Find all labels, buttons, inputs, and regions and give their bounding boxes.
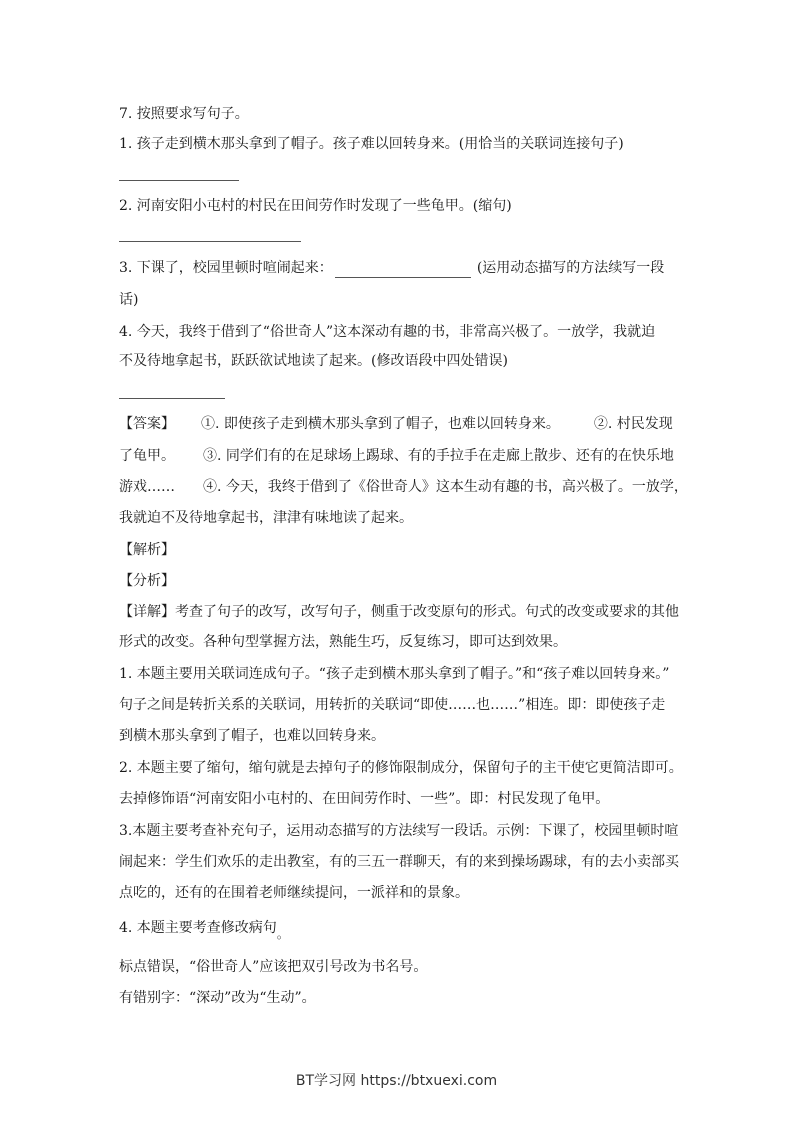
explanation-3-line-2: 闹起来：学生们欢乐的走出教室，有的三五一群聊天，有的来到操场踢球，有的去小卖部买 bbox=[119, 854, 679, 870]
answer-blank-4 bbox=[119, 398, 225, 399]
explanation-4-mark: 。 bbox=[276, 927, 289, 941]
question-3-suffix: (运用动态描写的方法续写一段 bbox=[476, 260, 665, 276]
explanation-4-line-2: 标点错误，“俗世奇人”应该把双引号改为书名号。 bbox=[119, 959, 428, 975]
question-4-line-2: 不及待地拿起书，跃跃欲试地读了起来。(修改语段中四处错误) bbox=[119, 353, 508, 369]
answer-4: ④. 今天，我终于借到了《俗世奇人》这本生动有趣的书，高兴极了。一放学， bbox=[203, 479, 688, 495]
answer-blank-3 bbox=[335, 263, 471, 278]
question-1: 1. 孩子走到横木那头拿到了帽子。孩子难以回转身来。(用恰当的关联词连接句子) bbox=[119, 136, 624, 152]
explanation-4-text: 4. 本题主要考查修改病句 bbox=[119, 920, 277, 936]
answer-blank-2 bbox=[119, 241, 301, 242]
explanation-4-line-1 bbox=[119, 918, 289, 941]
answer-blank-1 bbox=[119, 180, 239, 181]
explanation-1-line-1: 1. 本题主要用关联词连成句子。“孩子走到横木那头拿到了帽子。”和“孩子难以回转身来。” bbox=[119, 666, 670, 682]
explanation-2-line-1: 2. 本题主要了缩句，缩句就是去掉句子的修饰限制成分，保留句子的主干使它更简洁即可。 bbox=[119, 760, 683, 776]
question-3-prefix: 3. 下课了，校园里顿时喧闹起来： bbox=[119, 260, 333, 276]
detail-line-2: 形式的改变。各种句型掌握方法，熟能生巧，反复练习，即可达到效果。 bbox=[119, 634, 567, 650]
question-heading: 7. 按照要求写句子。 bbox=[119, 106, 249, 122]
explanation-2-line-2: 去掉修饰语“河南安阳小屯村的、在田间劳作时、一些”。即：村民发现了龟甲。 bbox=[119, 791, 610, 807]
answer-2-start: ②. 村民发现 bbox=[593, 416, 673, 432]
answer-line-1 bbox=[119, 414, 673, 434]
jiexi-label: 【解析】 bbox=[119, 542, 175, 558]
question-3 bbox=[119, 258, 664, 278]
answer-line-2 bbox=[119, 446, 674, 466]
explanation-1-line-2: 句子之间是转折关系的关联词，用转折的关联词“即使……也……”相连。即：即使孩子走 bbox=[119, 697, 666, 713]
answer-line-3 bbox=[119, 477, 688, 497]
question-2: 2. 河南安阳小屯村的村民在田间劳作时发现了一些龟甲。(缩句) bbox=[119, 198, 512, 214]
fenxi-label: 【分析】 bbox=[119, 573, 175, 589]
explanation-1-line-3: 到横木那头拿到了帽子，也难以回转身来。 bbox=[119, 728, 385, 744]
answer-3-end: 游戏…… bbox=[119, 479, 175, 495]
answer-label: 【答案】 bbox=[119, 416, 175, 432]
question-4-line-1: 4. 今天，我终于借到了“俗世奇人”这本深动有趣的书，非常高兴极了。一放学，我就迫 bbox=[119, 324, 656, 340]
answer-2-end: 了龟甲。 bbox=[119, 448, 175, 464]
answer-line-4: 我就迫不及待地拿起书，津津有味地读了起来。 bbox=[119, 510, 413, 526]
answer-1: ①. 即使孩子走到横木那头拿到了帽子，也难以回转身来。 bbox=[201, 416, 560, 432]
answer-3: ③. 同学们有的在足球场上踢球、有的手拉手在走廊上散步、还有的在快乐地 bbox=[203, 448, 674, 464]
site-footer: BT学习网 https://btxuexi.com bbox=[295, 1073, 498, 1089]
explanation-3-line-1: 3.本题主要考查补充句子，运用动态描写的方法续写一段话。示例：下课了，校园里顿时喧 bbox=[119, 823, 679, 839]
explanation-3-line-3: 点吃的，还有的在围着老师继续提问，一派祥和的景象。 bbox=[119, 885, 469, 901]
explanation-4-line-3: 有错别字：“深动”改为“生动”。 bbox=[119, 990, 316, 1006]
question-3-continued: 话) bbox=[119, 292, 139, 308]
detail-line-1: 【详解】考查了句子的改写，改写句子，侧重于改变原句的形式。句式的改变或要求的其他 bbox=[119, 604, 679, 620]
